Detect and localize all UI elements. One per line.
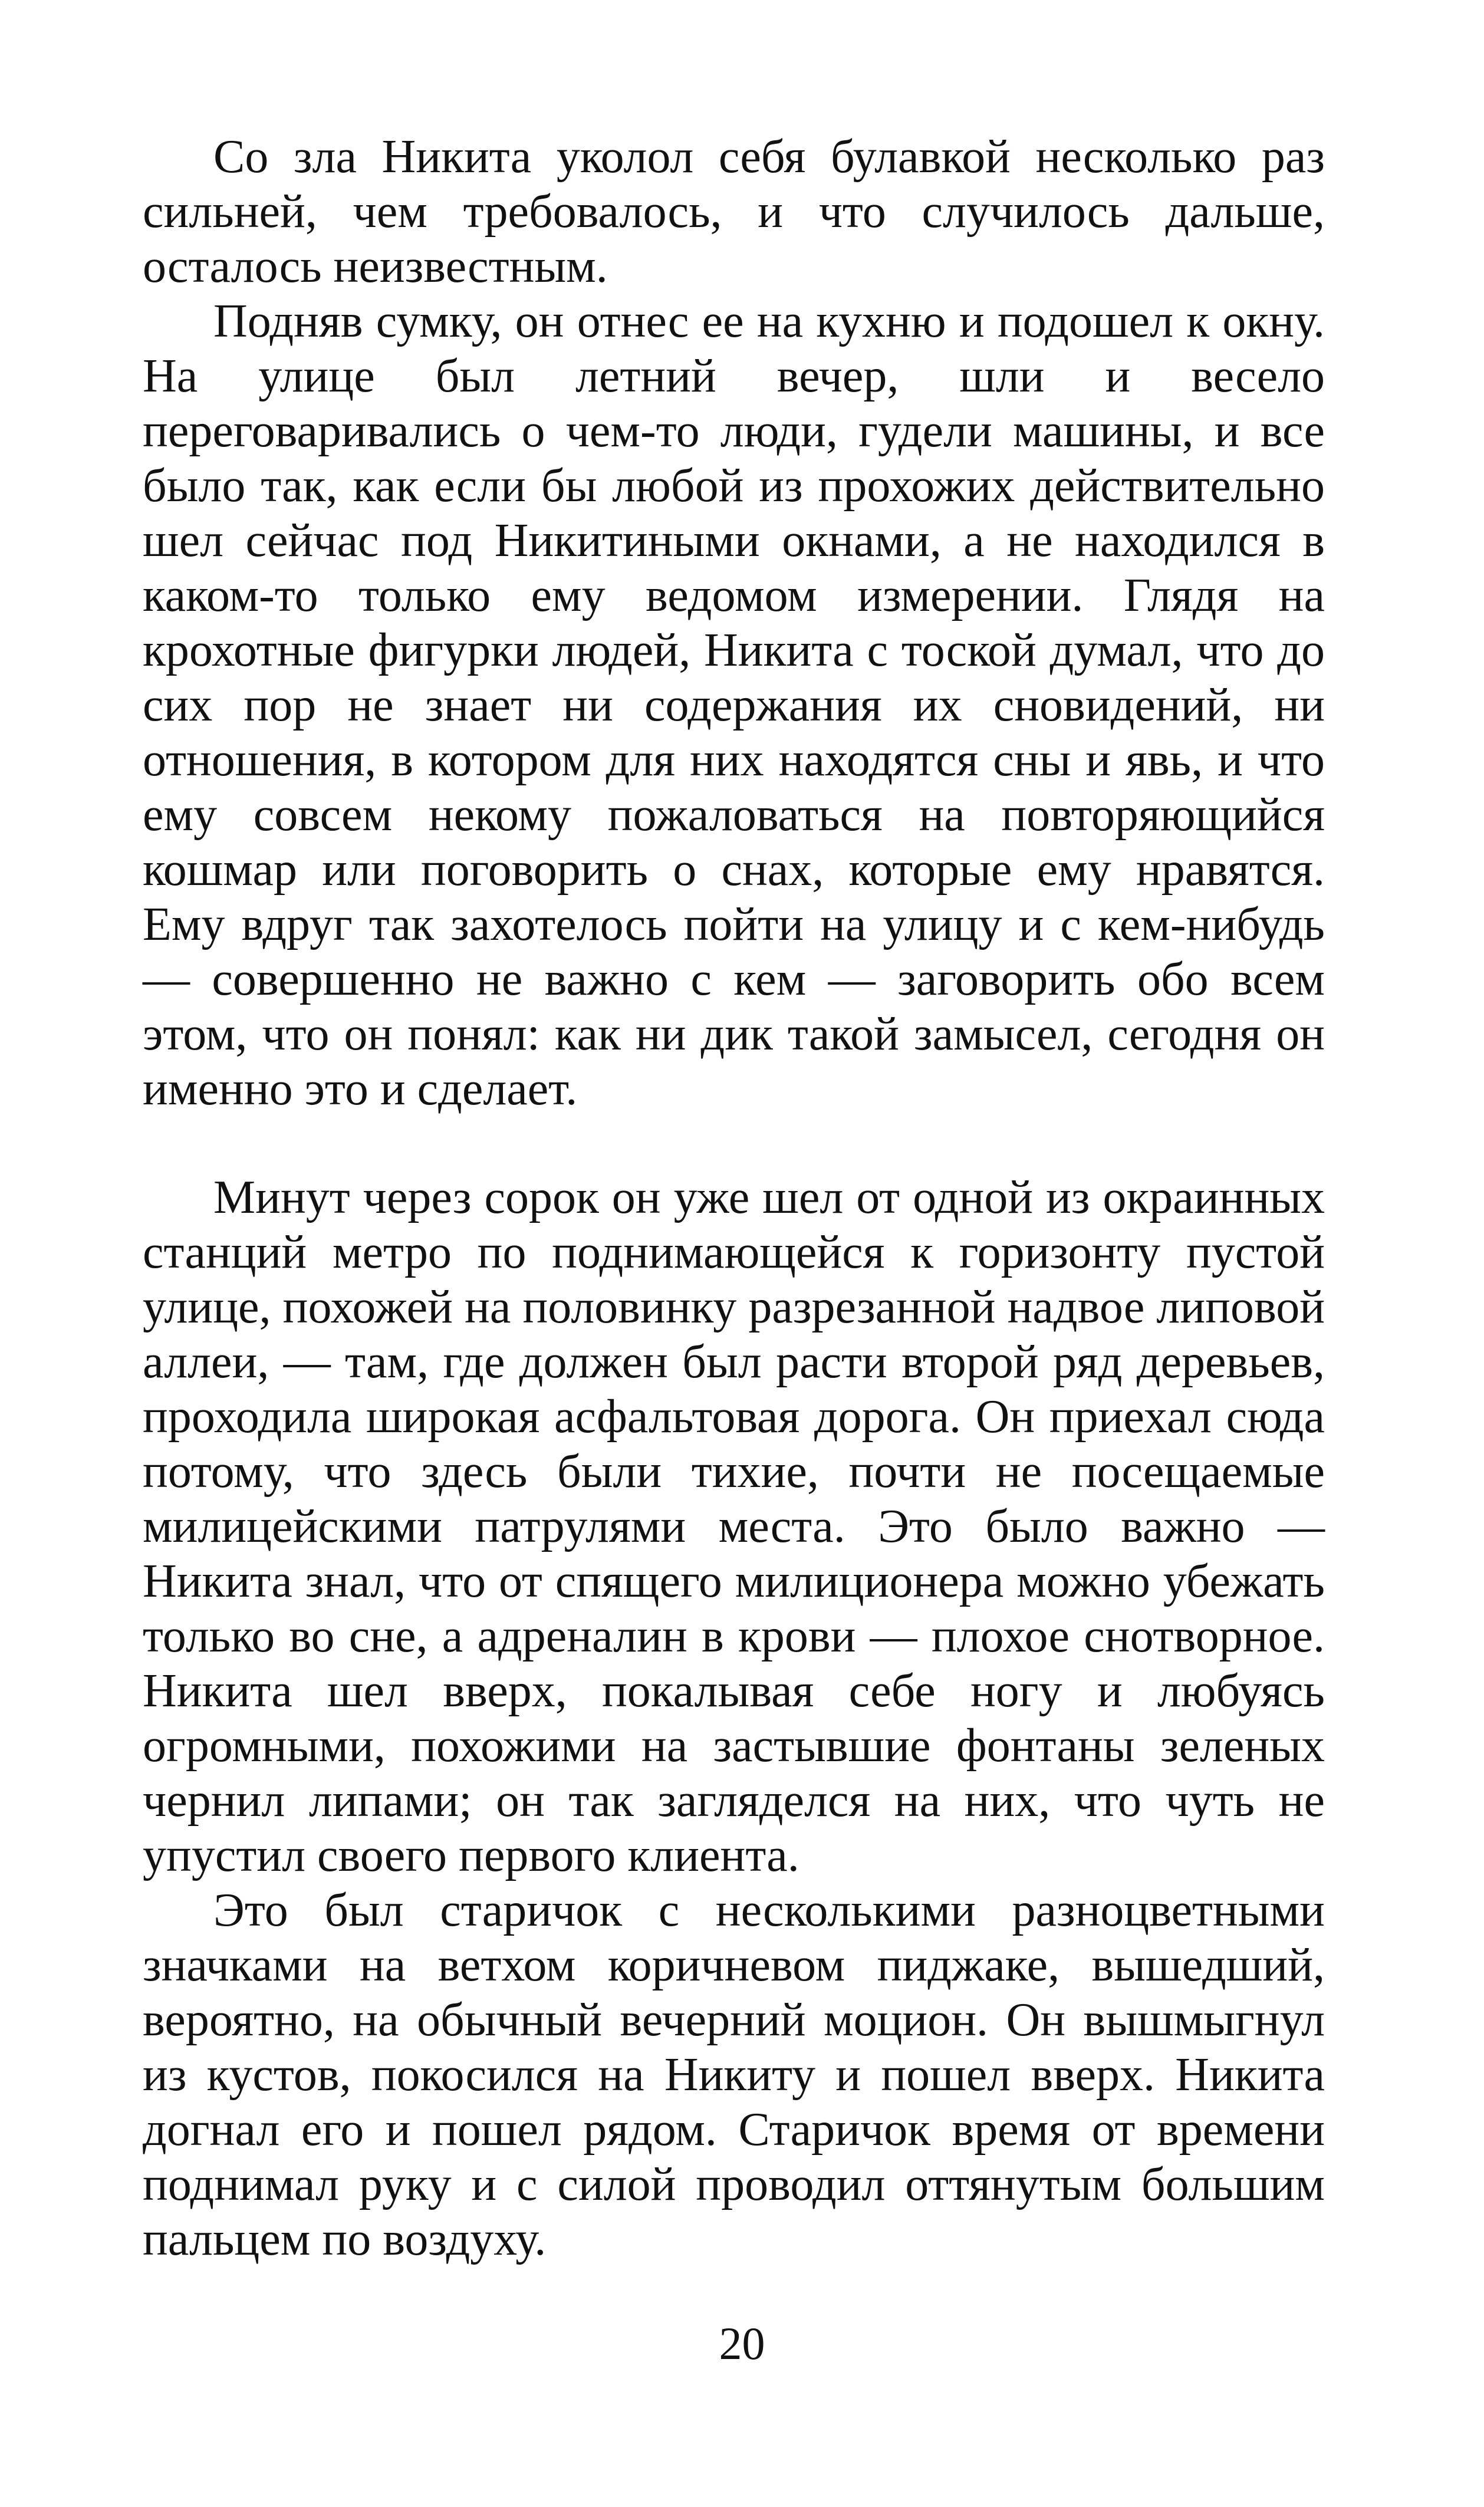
- page-number: 20: [719, 2318, 765, 2369]
- text-section-2: [143, 1170, 1325, 2267]
- paragraph: Подняв сумку, он отнес ее на кухню и подошел к окну. На улице был летний вечер, шли и весело переговаривались о чем-то люди, гудели машины, и все было так, как если бы любой из прохожих действительно шел сейчас под Никитиными окнами, а не находился в каком-то только ему ведомом измерении. Глядя на крохотные фигурки людей, Никита с тоской думал, что до сих пор не знает ни содержания их сновидений, ни отношения, в котором для них находятся сны и явь, и что ему совсем некому пожаловаться на повторяющийся кошмар или поговорить о снах, которые ему нравятся. Ему вдруг так захотелось пойти на улицу и с кем-нибудь — совершенно не важно с кем — заговорить обо всем этом, что он понял: как ни дик такой замысел, сегодня он именно это и сделает.: [143, 295, 1325, 1115]
- paragraph: Минут через сорок он уже шел от одной из окраинных станций метро по поднимающейся к горизонту пустой улице, похожей на половинку разрезанной надвое липовой аллеи, — там, где должен был расти второй ряд деревьев, проходила широкая асфальтовая дорога. Он приехал сюда потому, что здесь были тихие, почти не посещаемые милицейскими патрулями места. Это было важно — Никита знал, что от спящего милиционера можно убежать только во сне, а адреналин в крови — плохое снотворное. Никита шел вверх, покалывая себе ногу и любуясь огромными, похожими на застывшие фонтаны зеленых чернил липами; он так загляделся на них, что чуть не упустил своего первого клиента.: [143, 1172, 1325, 1881]
- paragraph: Со зла Никита уколол себя булавкой несколько раз сильней, чем требовалось, и что случилось дальше, осталось неизвестным.: [143, 131, 1325, 292]
- paragraph: Это был старичок с несколькими разноцветными значками на ветхом коричневом пиджаке, вышедший, вероятно, на обычный вечерний моцион. Он вышмыгнул из кустов, покосился на Никиту и пошел вверх. Никита догнал его и пошел рядом. Старичок время от времени поднимал руку и с силой проводил оттянутым большим пальцем по воздуху.: [143, 1884, 1325, 2265]
- text-section-1: [143, 130, 1325, 1117]
